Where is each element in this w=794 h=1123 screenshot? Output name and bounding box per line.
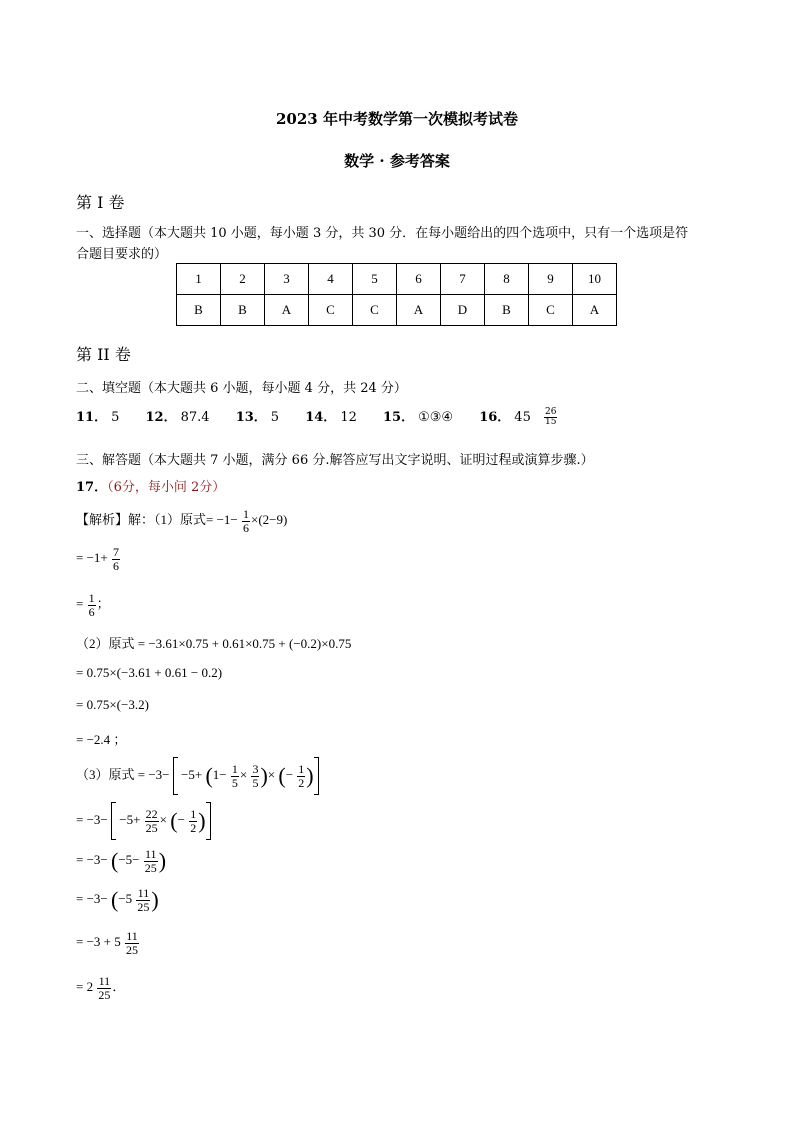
step-3-5: = −3 + 5 $\frac{11}{25}$ <box>76 929 138 957</box>
step-2-4: = −2.4 ； <box>76 732 127 747</box>
step-2-3: = 0.75×(−3.2) <box>76 697 149 712</box>
step-3-2: = −3− −5+ $\frac{22}{25}$ × (− $\frac{1}{2}$ ) <box>76 802 211 840</box>
choice-instruction: 一、选择题（本大题共 10 小题，每小题 3 分，共 30 分．在每小题给出的四个选项中，只有一个选项是符 <box>76 226 689 241</box>
table-cell: C <box>353 295 397 326</box>
table-cell: 4 <box>309 264 353 295</box>
step-2-2: = 0.75×(−3.61 + 0.61 − 0.2) <box>76 665 223 680</box>
fill-answer: 12． 87.4 <box>145 410 210 425</box>
table-cell: A <box>265 295 309 326</box>
table-cell: C <box>529 295 573 326</box>
step-3-6: = 2 $\frac{11}{25}$ ． <box>76 974 126 1002</box>
fill-answers <box>76 406 558 427</box>
table-cell: A <box>397 295 441 326</box>
table-cell: 9 <box>529 264 573 295</box>
table-cell: 6 <box>397 264 441 295</box>
q17-number: 17． <box>76 480 108 495</box>
table-row-numbers <box>177 264 617 295</box>
step-3-4: = −3− (−5 $\frac{11}{25}$ ) <box>76 886 159 914</box>
choice-instruction-cont: 合题目要求的） <box>76 247 168 262</box>
fill-answer: 13． 5 <box>235 410 280 425</box>
part2-heading: 第 II 卷 <box>76 345 131 364</box>
step-3-3: = −3− (−5− $\frac{11}{25}$ ) <box>76 847 167 875</box>
part1-heading: 第 I 卷 <box>76 193 125 212</box>
fill-answer: 16． 45 <box>479 410 531 425</box>
step-2-1: （2）原式 = −3.61×0.75 + 0.61×0.75 + (−0.2)×0.75 <box>76 636 352 651</box>
step-1-1: 【解析】解：（1）原式= −1− $\frac{1}{6}$ ×(2−9) <box>76 507 288 535</box>
solve-instruction: 三、解答题（本大题共 7 小题，满分 66 分.解答应写出文字说明、证明过程或演算步骤.） <box>76 453 594 468</box>
step-1-3: = $\frac{1}{6}$ ； <box>76 591 110 619</box>
page-subtitle: 数学 · 参考答案 <box>344 152 450 170</box>
q17-score: （6分，每小问 2分） <box>107 480 226 495</box>
fill-answer: 15． ①③④ <box>383 410 454 425</box>
table-cell: 2 <box>221 264 265 295</box>
table-cell: 7 <box>441 264 485 295</box>
fill-answer: 11． 5 <box>76 410 120 425</box>
fill-fraction: $\frac{26}{15}$ <box>544 406 557 427</box>
table-cell: 10 <box>573 264 617 295</box>
step-1-2: = −1+ $\frac{7}{6}$ <box>76 545 119 573</box>
answer-table <box>176 263 617 326</box>
table-cell: B <box>177 295 221 326</box>
table-cell: B <box>221 295 265 326</box>
table-cell: A <box>573 295 617 326</box>
table-row-answers <box>177 295 617 326</box>
fill-instruction: 二、填空题（本大题共 6 小题，每小题 4 分，共 24 分） <box>76 381 407 396</box>
q17-header <box>76 476 225 495</box>
table-cell: 1 <box>177 264 221 295</box>
fill-answer: 14． 12 <box>305 410 357 425</box>
table-cell: 8 <box>485 264 529 295</box>
step-3-1: （3）原式 = −3− −5+ (1− $\frac{1}{5}$ × $\frac{3}{5}$ )× (− $\frac{1}{2}$ ) <box>76 757 319 795</box>
page-title: 2023 年中考数学第一次模拟考试卷 <box>276 110 518 128</box>
table-cell: C <box>309 295 353 326</box>
table-cell: D <box>441 295 485 326</box>
table-cell: 3 <box>265 264 309 295</box>
table-cell: B <box>485 295 529 326</box>
table-cell: 5 <box>353 264 397 295</box>
